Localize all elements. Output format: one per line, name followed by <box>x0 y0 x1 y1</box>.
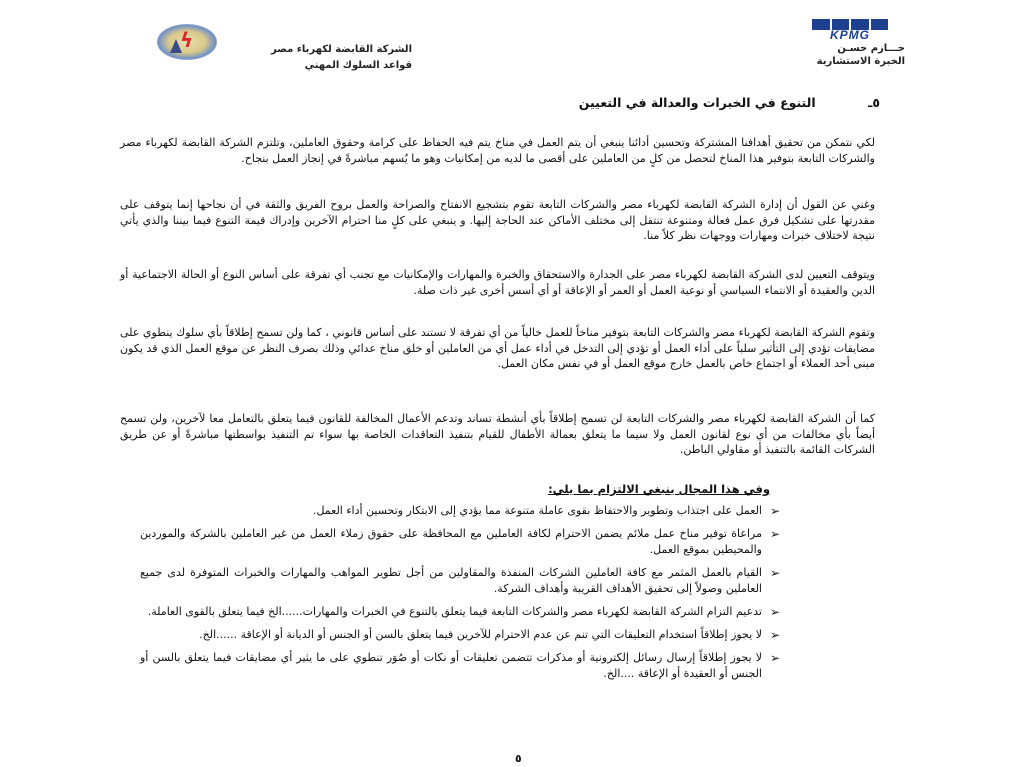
section-heading <box>579 95 880 110</box>
consultant-name: حـــازم حسـن <box>837 43 905 54</box>
company-name: الشركة القابضة لكهرباء مصر <box>271 44 412 55</box>
list-item <box>140 627 780 643</box>
list-item <box>140 604 780 620</box>
list-item-text: لا يجوز إطلاقاً استخدام التعليقات التي تنم عن عدم الاحترام للآخرين فيما يتعلق بالسن أو الجنس أو الديانة أو الإعاقة ......الخ. <box>199 628 762 641</box>
list-item <box>140 650 780 682</box>
list-item-text: القيام بالعمل المثمر مع كافة العاملين الشركات المنفذة والمقاولين من أجل تطوير المواهب والمهارات والخبرات المتوفرة لدى جميع العاملين وصولاً إلى تحقيق الأهداف القريبة وأهداف الشركة. <box>140 566 762 595</box>
list-item-text: مراعاة توفير مناخ عمل ملائم يضمن الاحترام لكافة العاملين مع المحافظة على حقوق زملاء العمل من غير العاملين بالشركة والموردين والمحيطين بموقع العمل. <box>140 527 762 556</box>
arrow-bullet-icon: ➢ <box>769 628 780 642</box>
lightning-bolt-icon: ϟ <box>180 28 194 52</box>
kpmg-logo-text: KPMG <box>830 28 870 42</box>
kpmg-logo <box>812 19 888 41</box>
document-title: قواعد السلوك المهني <box>304 60 412 71</box>
page-number: ٥ <box>515 752 522 765</box>
arrow-bullet-icon: ➢ <box>769 527 780 541</box>
arrow-bullet-icon: ➢ <box>769 504 780 518</box>
arrow-bullet-icon: ➢ <box>769 651 780 665</box>
section-title: التنوع في الخبرات والعدالة في التعيين <box>578 95 816 110</box>
arrow-bullet-icon: ➢ <box>769 605 780 619</box>
consultant-role: الخبرة الاستشارية <box>816 56 905 67</box>
paragraph-5: كما أن الشركة القابضة لكهرباء مصر والشركات التابعة لن تسمح إطلاقاً بأي أنشطة تساند وتدعم الأعمال المخالفة للقانون فيما يتعلق بالتعامل معا لآخرين، ولن تسمح أيضاً بأي مخالفات من أي نوع لقانون العمل ولا سيما ما يتعلق بعمالة الأطفال للقيام بتنفيذ التعاقدات الخاصة بها سواء تم التنفيذ بواسطتها مباشرةً أو عن طريق الشركات القائمة بالتنفيذ أو مقاولي الباطن. <box>120 412 875 456</box>
list-item-text: العمل على اجتذاب وتطوير والاحتفاظ بقوى عاملة متنوعة مما يؤدي إلى الابتكار وتحسين أداء العمل. <box>312 504 762 517</box>
egyptian-electricity-logo-icon <box>157 24 217 60</box>
consultant-block <box>765 42 905 68</box>
paragraph-3: ويتوقف التعيين لدى الشركة القابضة لكهرباء مصر على الجدارة والاستحقاق والخبرة والمهارات والإمكانيات مع تجنب أي تفرقة على أساس النوع أو الحالة الاجتماعية أو الدين والعقيدة أو الانتماء السياسي أو نوعية العمل أو العمر أو الإعاقة أو أي أسس أخرى غير ذات صلة. <box>120 268 875 297</box>
list-item-text: تدعيم التزام الشركة القابضة لكهرباء مصر والشركات التابعة فيما يتعلق بالتنوع في الخبرات والمهارات......الخ فيما يتعلق بالقوى العاملة. <box>147 605 762 618</box>
paragraph-1: لكي نتمكن من تحقيق أهدافنا المشتركة وتحسين أدائنا ينبغي أن يتم العمل في مناخ يتم فيه الحفاظ على كرامة وحقوق العاملين، وتلتزم الشركة القابضة لكهرباء مصر والشركات التابعة بتوفير هذا المناخ لتحصل من كلٍ من العاملين على أقصى ما لديه من إمكانيات وهو ما يُسهم مباشرةً في إنجاز العمل بنجاح. <box>120 136 875 165</box>
list-item <box>140 503 780 519</box>
section-number: ٥ـ <box>868 95 880 110</box>
obligations-heading: وفي هذا المجال ينبغي الالتزام بما يلي: <box>548 482 770 496</box>
list-item <box>140 565 780 597</box>
list-item-text: لا يجوز إطلاقاً إرسال رسائل إلكترونية أو مذكرات تتضمن تعليقات أو نكات أو صُوَر تنطوي على ما يثير أي مضايقات فيما يتعلق بالسن أو الجنس أو العقيدة أو الإعاقة ....الخ. <box>140 651 762 680</box>
list-item <box>140 526 780 558</box>
paragraph-2: وغني عن القول أن إدارة الشركة القابضة لكهرباء مصر والشركات التابعة تقوم بتشجيع الانفتاح والصراحة والعمل بروح الفريق والثقة في أن نجاحها إنما يتوقف على مقدرتها على تشكيل فرق عمل فعالة ومتنوعة تنتقل إلى مختلف الأماكن عند الحاجة إليها. و ينبغي على كلٍ منا احترام الآخرين وإدراك قيمة التنوع فيما بيننا والذي يأتي نتيجة لاختلاف خبرات ومهارات ووجهات نظر كلاً منا. <box>120 198 875 242</box>
company-header <box>222 42 412 74</box>
paragraph-4: وتقوم الشركة القابضة لكهرباء مصر والشركات التابعة بتوفير مناخاً للعمل خالياً من أي تفرقة لا تستند على أساس قانوني ، كما ولن تسمح إطلاقاً بأي سلوك ينطوي على مضايقات تؤدي إلى التأثير سلباً على أداء العمل أو تؤدي إلى التدخل في أداء عمل أي من العاملين أو خلق مناخ عدائي وذلك بصرف النظر عن موقع العمل الذي قد يكون مبنى أحد العملاء أو اجتماع خاص بالعمل خارج موقع العمل أو في نفس مكان العمل. <box>120 326 875 370</box>
arrow-bullet-icon: ➢ <box>769 566 780 580</box>
obligations-list <box>140 503 780 689</box>
